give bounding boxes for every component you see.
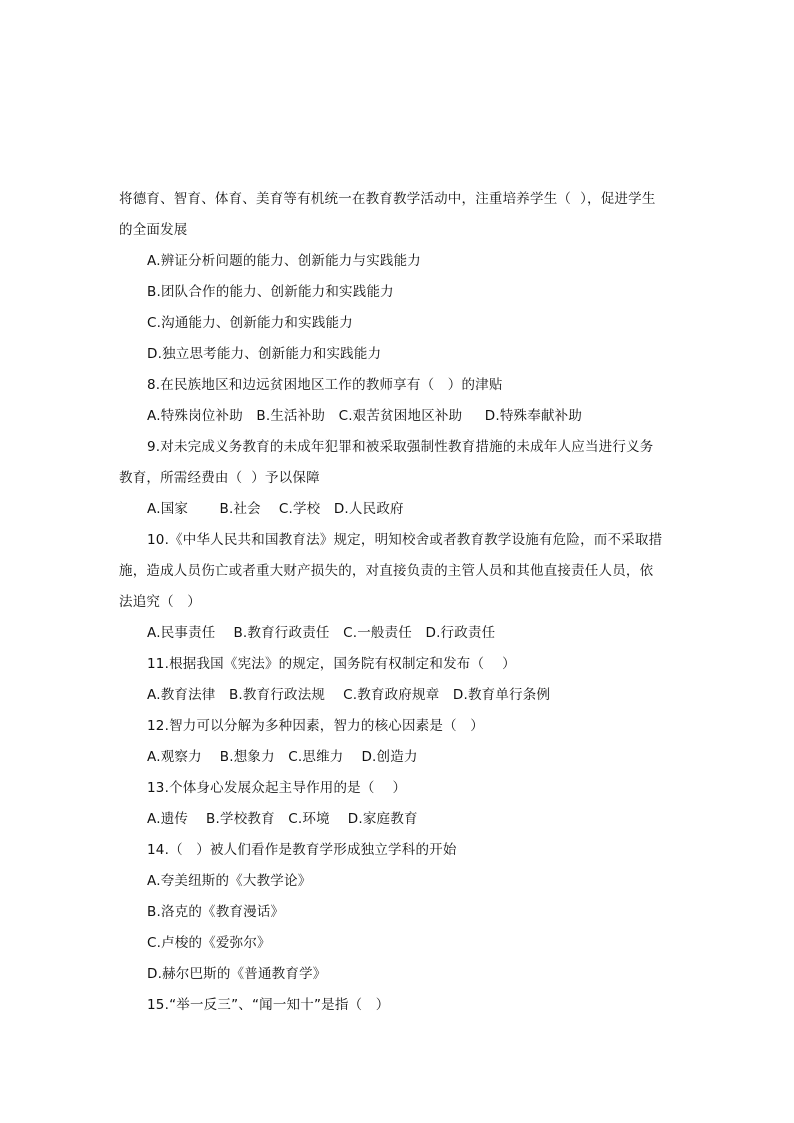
- question-8-options: A.特殊岗位补助 B.生活补助 C.艰苦贫困地区补助 D.特殊奉献补助: [147, 408, 583, 424]
- question-13-options: A.遗传 B.学校教育 C.环境 D.家庭教育: [147, 811, 418, 827]
- answer-option: C.卢梭的《爱弥尔》: [147, 935, 271, 951]
- question-stem-line: 的全面发展: [119, 222, 188, 238]
- exam-text-body: [119, 184, 679, 1021]
- answer-option: A.辨证分析问题的能力、创新能力与实践能力: [147, 253, 421, 269]
- answer-option: A.夸美纽斯的《大教学论》: [147, 873, 312, 889]
- answer-option: C.沟通能力、创新能力和实践能力: [147, 315, 353, 331]
- question-12-options: A.观察力 B.想象力 C.思维力 D.创造力: [147, 749, 418, 765]
- answer-option: B.团队合作的能力、创新能力和实践能力: [147, 284, 394, 300]
- question-11-options: A.教育法律 B.教育行政法规 C.教育政府规章 D.教育单行条例: [147, 687, 551, 703]
- question-13: 13.个体身心发展众起主导作用的是（ ）: [147, 780, 407, 796]
- question-12: 12.智力可以分解为多种因素，智力的核心因素是（ ）: [147, 718, 484, 734]
- question-10-continued: 法追究（ ）: [119, 594, 201, 610]
- question-14: 14.（ ）被人们看作是教育学形成独立学科的开始: [147, 842, 457, 858]
- answer-option: B.洛克的《教育漫话》: [147, 904, 285, 920]
- question-10-continued: 施，造成人员伤亡或者重大财产损失的，对直接负责的主管人员和其他直接责任人员，依: [119, 563, 654, 579]
- answer-option: D.独立思考能力、创新能力和实践能力: [147, 346, 382, 362]
- answer-option: D.赫尔巴斯的《普通教育学》: [147, 966, 327, 982]
- question-11: 11.根据我国《宪法》的规定，国务院有权制定和发布（ ）: [147, 656, 516, 672]
- question-9-continued: 教育，所需经费由（ ）予以保障: [119, 470, 320, 486]
- question-9: 9.对未完成义务教育的未成年犯罪和被采取强制性教育措施的未成年人应当进行义务: [147, 439, 654, 455]
- question-10: 10.《中华人民共和国教育法》规定，明知校舍或者教育教学设施有危险，而不采取措: [147, 532, 663, 548]
- question-10-options: A.民事责任 B.教育行政责任 C.一般责任 D.行政责任: [147, 625, 496, 641]
- question-9-options: A.国家 B.社会 C.学校 D.人民政府: [147, 501, 404, 517]
- question-stem-line: 将德育、智育、体育、美育等有机统一在教育教学活动中，注重培养学生（ ），促进学生: [119, 191, 656, 207]
- question-15: 15.“举一反三”、“闻一知十”是指（ ）: [147, 997, 390, 1013]
- question-8: 8.在民族地区和边远贫困地区工作的教师享有（ ）的津贴: [147, 377, 503, 393]
